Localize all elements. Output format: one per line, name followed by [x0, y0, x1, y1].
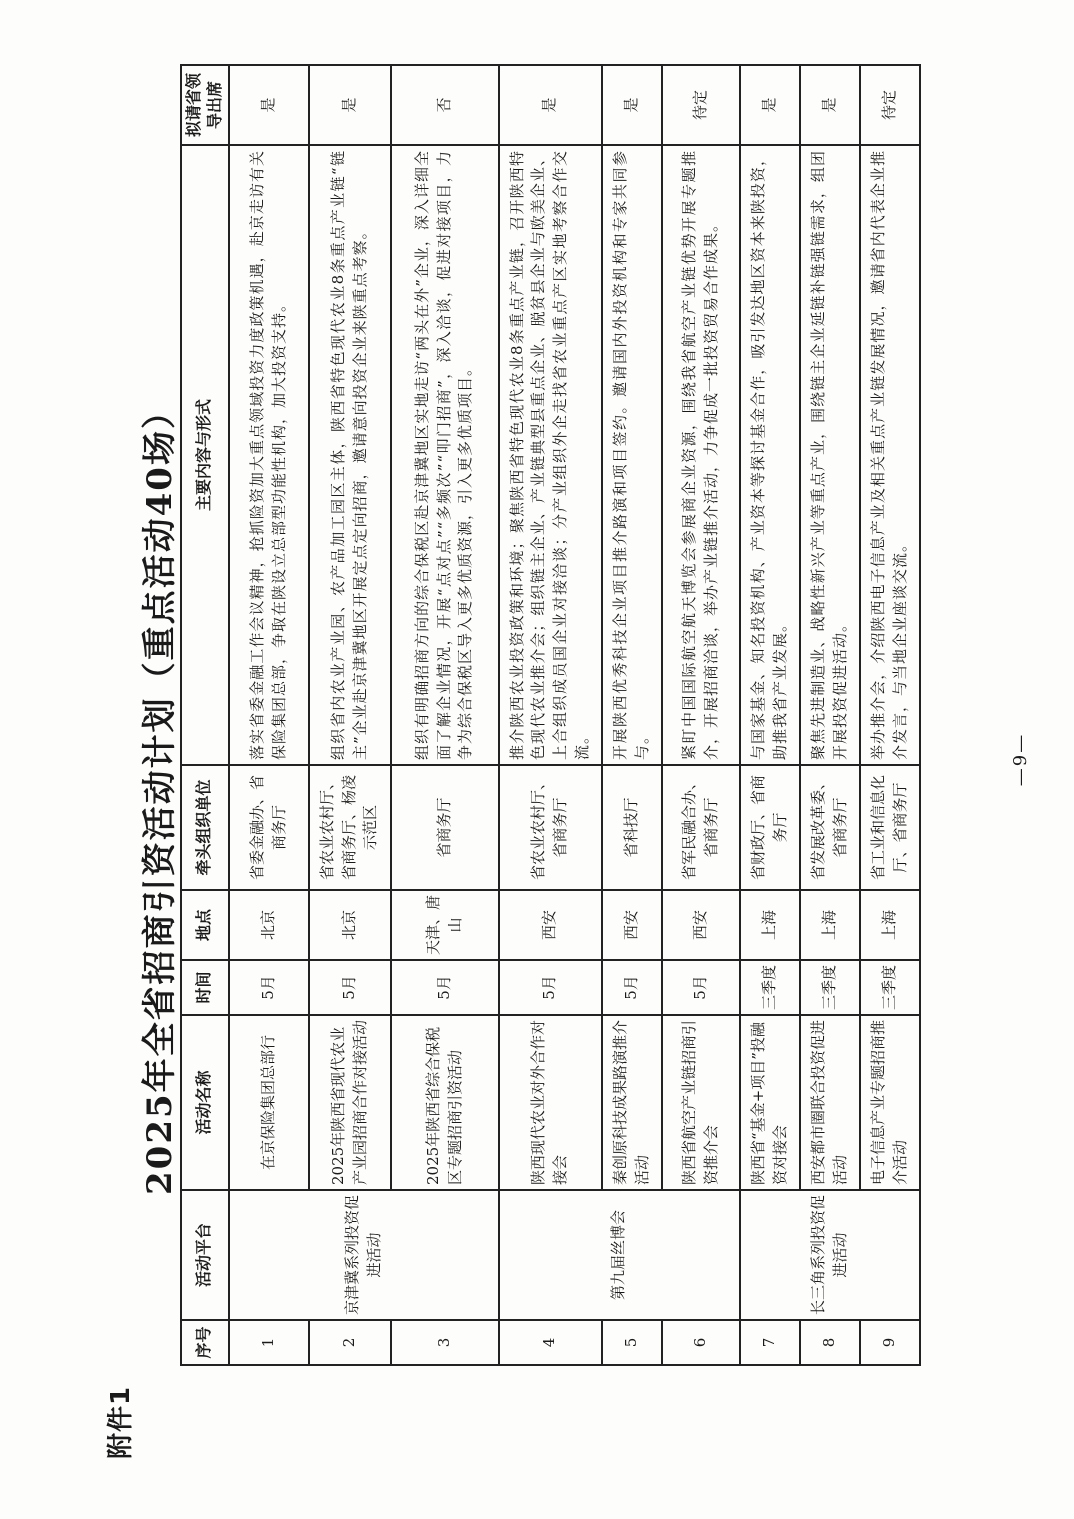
cell-org: 省委金融办、省商务厅 — [229, 765, 309, 890]
header-content: 主要内容与形式 — [181, 145, 229, 765]
cell-time: 三季度 — [740, 960, 800, 1015]
cell-time: 5月 — [499, 960, 602, 1015]
cell-name: 电子信息产业专题招商推介活动 — [860, 1015, 920, 1190]
table-row — [499, 65, 602, 1365]
cell-name: 陕西省航空产业链招商引资推介会 — [662, 1015, 740, 1190]
cell-content: 组织省内农业产业园、农产品加工园区主体，陕西省特色现代农业8条重点产业链“链主”企业赴京津冀地区开展定点定向招商，邀请意向投资企业来陕重点考察。 — [309, 145, 391, 765]
page-number: —9— — [1010, 732, 1031, 787]
table-row — [860, 65, 920, 1365]
cell-leader: 是 — [602, 65, 662, 145]
table-row — [662, 65, 740, 1365]
cell-content: 聚焦先进制造业、战略性新兴产业等重点产业，围绕链主企业延链补链强链需求，组团开展投资促进活动。 — [800, 145, 860, 765]
cell-leader: 是 — [740, 65, 800, 145]
cell-name: 在京保险集团总部行 — [229, 1015, 309, 1190]
cell-content: 组织有明确招商方向的综合保税区赴京津冀地区实地走访“两头在外”企业，深入详细全面了解企业情况，开展“点对点”“多频次”“叩门招商”，深入洽谈，促进对接项目，力争为综合保税区导入更多优质资源，引入更多优质项目。 — [391, 145, 499, 765]
cell-time: 5月 — [229, 960, 309, 1015]
table-row — [229, 65, 309, 1365]
cell-org: 省发展改革委、省商务厅 — [800, 765, 860, 890]
table-row — [309, 65, 391, 1365]
cell-no: 9 — [860, 1320, 920, 1365]
cell-place: 西安 — [499, 890, 602, 960]
cell-place: 上海 — [860, 890, 920, 960]
cell-org: 省商务厅 — [391, 765, 499, 890]
table-row — [391, 65, 499, 1365]
cell-no: 2 — [309, 1320, 391, 1365]
cell-no: 4 — [499, 1320, 602, 1365]
cell-content: 推介陕西农业投资政策和环境；聚焦陕西省特色现代农业8条重点产业链，召开陕西特色现代农业推介会；组织链主企业、产业链典型县重点企业、脱贫县企业与欧美企业、上合组织成员国企业对接洽谈；分产业组织外企走找省农业重点产区实地考察合作交流。 — [499, 145, 602, 765]
cell-no: 3 — [391, 1320, 499, 1365]
cell-content: 举办推介会，介绍陕西电子信息产业及相关重点产业链发展情况，邀请省内代表企业推介发言，与当地企业座谈交流。 — [860, 145, 920, 765]
header-place: 地点 — [181, 890, 229, 960]
cell-content: 落实省委金融工作会议精神，抢抓险资加大重点领域投资力度政策机遇，赴京走访有关保险集团总部，争取在陕设立总部型功能性机构，加大投资支持。 — [229, 145, 309, 765]
header-leader: 拟请省领导出席 — [181, 65, 229, 145]
cell-org: 省工业和信息化厅、省商务厅 — [860, 765, 920, 890]
header-org: 牵头组织单位 — [181, 765, 229, 890]
page-title: 2025年全省招商引资活动计划（重点活动40场） — [140, 393, 180, 1195]
cell-no: 1 — [229, 1320, 309, 1365]
cell-place: 西安 — [602, 890, 662, 960]
cell-no: 5 — [602, 1320, 662, 1365]
cell-time: 5月 — [309, 960, 391, 1015]
cell-time: 5月 — [391, 960, 499, 1015]
cell-org: 省农业农村厅、省商务厅 — [499, 765, 602, 890]
cell-name: 秦创原科技成果路演推介活动 — [602, 1015, 662, 1190]
header-row — [181, 65, 229, 1365]
cell-org: 省农业农村厅、省商务厅、杨凌示范区 — [309, 765, 391, 890]
cell-no: 8 — [800, 1320, 860, 1365]
header-name: 活动名称 — [181, 1015, 229, 1190]
cell-platform-csj: 长三角系列投资促进活动 — [740, 1190, 920, 1320]
header-no: 序号 — [181, 1320, 229, 1365]
cell-time: 三季度 — [860, 960, 920, 1015]
cell-place: 上海 — [740, 890, 800, 960]
table-row — [740, 65, 800, 1365]
table-row — [800, 65, 860, 1365]
cell-place: 上海 — [800, 890, 860, 960]
cell-place: 北京 — [309, 890, 391, 960]
cell-name: 2025年陕西省现代农业产业园招商合作对接活动 — [309, 1015, 391, 1190]
cell-content: 与国家基金、知名投资机构、产业资本等探讨基金合作，吸引发达地区资本来陕投资，助推我省产业发展。 — [740, 145, 800, 765]
cell-platform-silk: 第九届丝博会 — [499, 1190, 740, 1320]
cell-name: 陕西现代农业对外合作对接会 — [499, 1015, 602, 1190]
cell-leader: 待定 — [662, 65, 740, 145]
cell-name: 陕西省“基金+项目”投融资对接会 — [740, 1015, 800, 1190]
cell-leader: 是 — [499, 65, 602, 145]
cell-time: 三季度 — [800, 960, 860, 1015]
cell-leader: 是 — [309, 65, 391, 145]
cell-platform-jjj: 京津冀系列投资促进活动 — [229, 1190, 499, 1320]
cell-leader: 是 — [229, 65, 309, 145]
activity-plan-table — [180, 64, 921, 1366]
cell-name: 西安都市圈联合投资促进活动 — [800, 1015, 860, 1190]
cell-time: 5月 — [662, 960, 740, 1015]
attachment-label: 附件1 — [106, 1385, 136, 1459]
cell-place: 西安 — [662, 890, 740, 960]
cell-org: 省科技厅 — [602, 765, 662, 890]
cell-leader: 否 — [391, 65, 499, 145]
cell-leader: 是 — [800, 65, 860, 145]
header-platform: 活动平台 — [181, 1190, 229, 1320]
cell-content: 紧盯中国国际航空航天博览会参展商企业资源，围绕我省航空产业链优势开展专题推介，开展招商洽谈，举办产业链推介活动，力争促成一批投资贸易合作成果。 — [662, 145, 740, 765]
table-row — [602, 65, 662, 1365]
cell-org: 省财政厅、省商务厅 — [740, 765, 800, 890]
cell-no: 6 — [662, 1320, 740, 1365]
cell-place: 北京 — [229, 890, 309, 960]
cell-no: 7 — [740, 1320, 800, 1365]
cell-content: 开展陕西优秀科技企业项目推介路演和项目签约。邀请国内外投资机构和专家共同参与。 — [602, 145, 662, 765]
cell-time: 5月 — [602, 960, 662, 1015]
header-time: 时间 — [181, 960, 229, 1015]
cell-leader: 待定 — [860, 65, 920, 145]
cell-name: 2025年陕西省综合保税区专题招商引资活动 — [391, 1015, 499, 1190]
cell-place: 天津、唐山 — [391, 890, 499, 960]
cell-org: 省军民融合办、省商务厅 — [662, 765, 740, 890]
